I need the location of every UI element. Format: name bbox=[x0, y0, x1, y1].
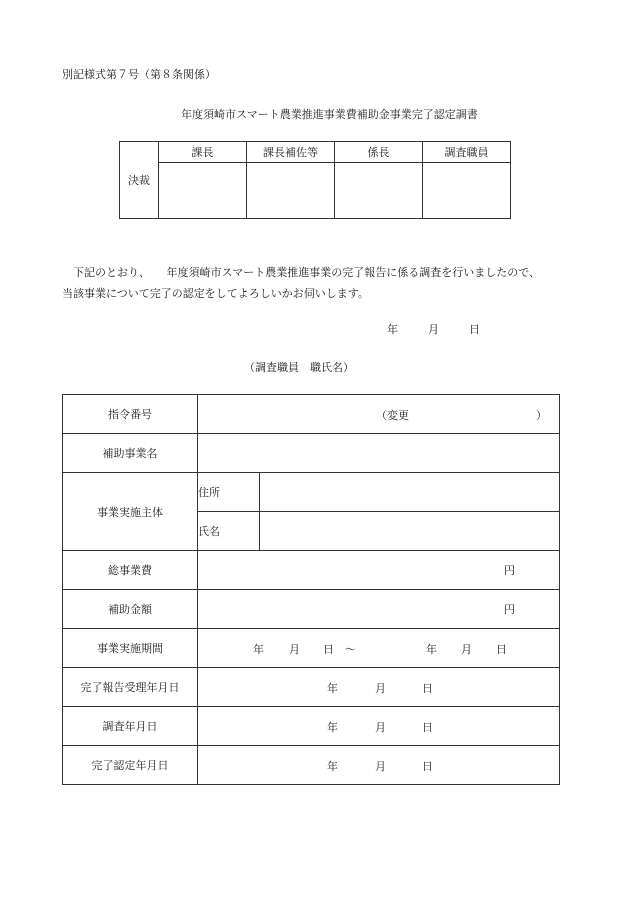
period-tilde: ～ bbox=[345, 643, 356, 656]
survey-day: 日 bbox=[422, 721, 433, 734]
certified-date-label: 完了認定年月日 bbox=[63, 746, 198, 785]
report-received-label: 完了報告受理年月日 bbox=[63, 668, 198, 707]
certified-date-field[interactable] bbox=[198, 746, 560, 785]
address-field[interactable] bbox=[260, 473, 560, 512]
yen-unit: 円 bbox=[504, 564, 515, 577]
date-month: 月 bbox=[428, 323, 439, 336]
form-label: 別記様式第７号（第８条関係） bbox=[62, 68, 216, 81]
order-number-field[interactable] bbox=[198, 395, 560, 434]
certified-day: 日 bbox=[422, 760, 433, 773]
approval-stamp-box[interactable] bbox=[247, 163, 335, 219]
certified-year: 年 bbox=[327, 760, 338, 773]
period-end-month: 月 bbox=[461, 643, 472, 656]
date-year: 年 bbox=[387, 323, 398, 336]
address-label: 住所 bbox=[198, 473, 260, 512]
total-cost-label: 総事業費 bbox=[63, 551, 198, 590]
approval-header-subsection-chief: 係長 bbox=[335, 142, 423, 163]
document-date[interactable] bbox=[387, 321, 480, 337]
survey-date-field[interactable] bbox=[198, 707, 560, 746]
total-cost-field[interactable] bbox=[198, 551, 560, 590]
survey-month: 月 bbox=[375, 721, 386, 734]
implementer-label: 事業実施主体 bbox=[63, 473, 198, 551]
period-start-day: 日 bbox=[323, 643, 334, 656]
implementation-period-label: 事業実施期間 bbox=[63, 629, 198, 668]
report-received-date-field[interactable] bbox=[198, 668, 560, 707]
period-end-day: 日 bbox=[496, 643, 507, 656]
name-label: 氏名 bbox=[198, 512, 260, 551]
change-close: ） bbox=[536, 409, 547, 422]
certified-month: 月 bbox=[375, 760, 386, 773]
implementation-period-field[interactable] bbox=[198, 629, 560, 668]
approval-stamp-box[interactable] bbox=[335, 163, 423, 219]
details-table bbox=[62, 394, 560, 785]
period-start-month: 月 bbox=[289, 643, 300, 656]
project-name-field[interactable] bbox=[198, 434, 560, 473]
document-title: 年度須崎市スマート農業推進事業費補助金事業完了認定調書 bbox=[181, 108, 478, 121]
approval-stamp-box[interactable] bbox=[423, 163, 511, 219]
approval-header-section-chief: 課長 bbox=[159, 142, 247, 163]
date-day: 日 bbox=[469, 323, 480, 336]
inspector-title-name: （調査職員 職氏名） bbox=[244, 361, 354, 374]
period-start-year: 年 bbox=[253, 643, 264, 656]
approval-stamp-box[interactable] bbox=[159, 163, 247, 219]
name-field[interactable] bbox=[260, 512, 560, 551]
request-line-1: 下記のとおり、 年度須崎市スマート農業推進事業の完了報告に係る調査を行いましたので、 bbox=[62, 266, 541, 279]
yen-unit: 円 bbox=[504, 603, 515, 616]
approval-stamp-table bbox=[119, 141, 511, 219]
subsidy-amount-field[interactable] bbox=[198, 590, 560, 629]
change-open: （変更 bbox=[376, 409, 409, 422]
report-received-year: 年 bbox=[327, 682, 338, 695]
survey-year: 年 bbox=[327, 721, 338, 734]
report-received-day: 日 bbox=[422, 682, 433, 695]
approval-header-deputy-chief: 課長補佐等 bbox=[247, 142, 335, 163]
approval-header-inspector: 調査職員 bbox=[423, 142, 511, 163]
request-paragraph bbox=[62, 262, 582, 304]
report-received-month: 月 bbox=[375, 682, 386, 695]
subsidy-amount-label: 補助金額 bbox=[63, 590, 198, 629]
survey-date-label: 調査年月日 bbox=[63, 707, 198, 746]
order-number-label: 指令番号 bbox=[63, 395, 198, 434]
period-end-year: 年 bbox=[426, 643, 437, 656]
approval-side-label: 決裁 bbox=[120, 142, 159, 219]
request-line-2: 当該事業について完了の認定をしてよろしいかお伺いします。 bbox=[62, 287, 369, 300]
project-name-label: 補助事業名 bbox=[63, 434, 198, 473]
